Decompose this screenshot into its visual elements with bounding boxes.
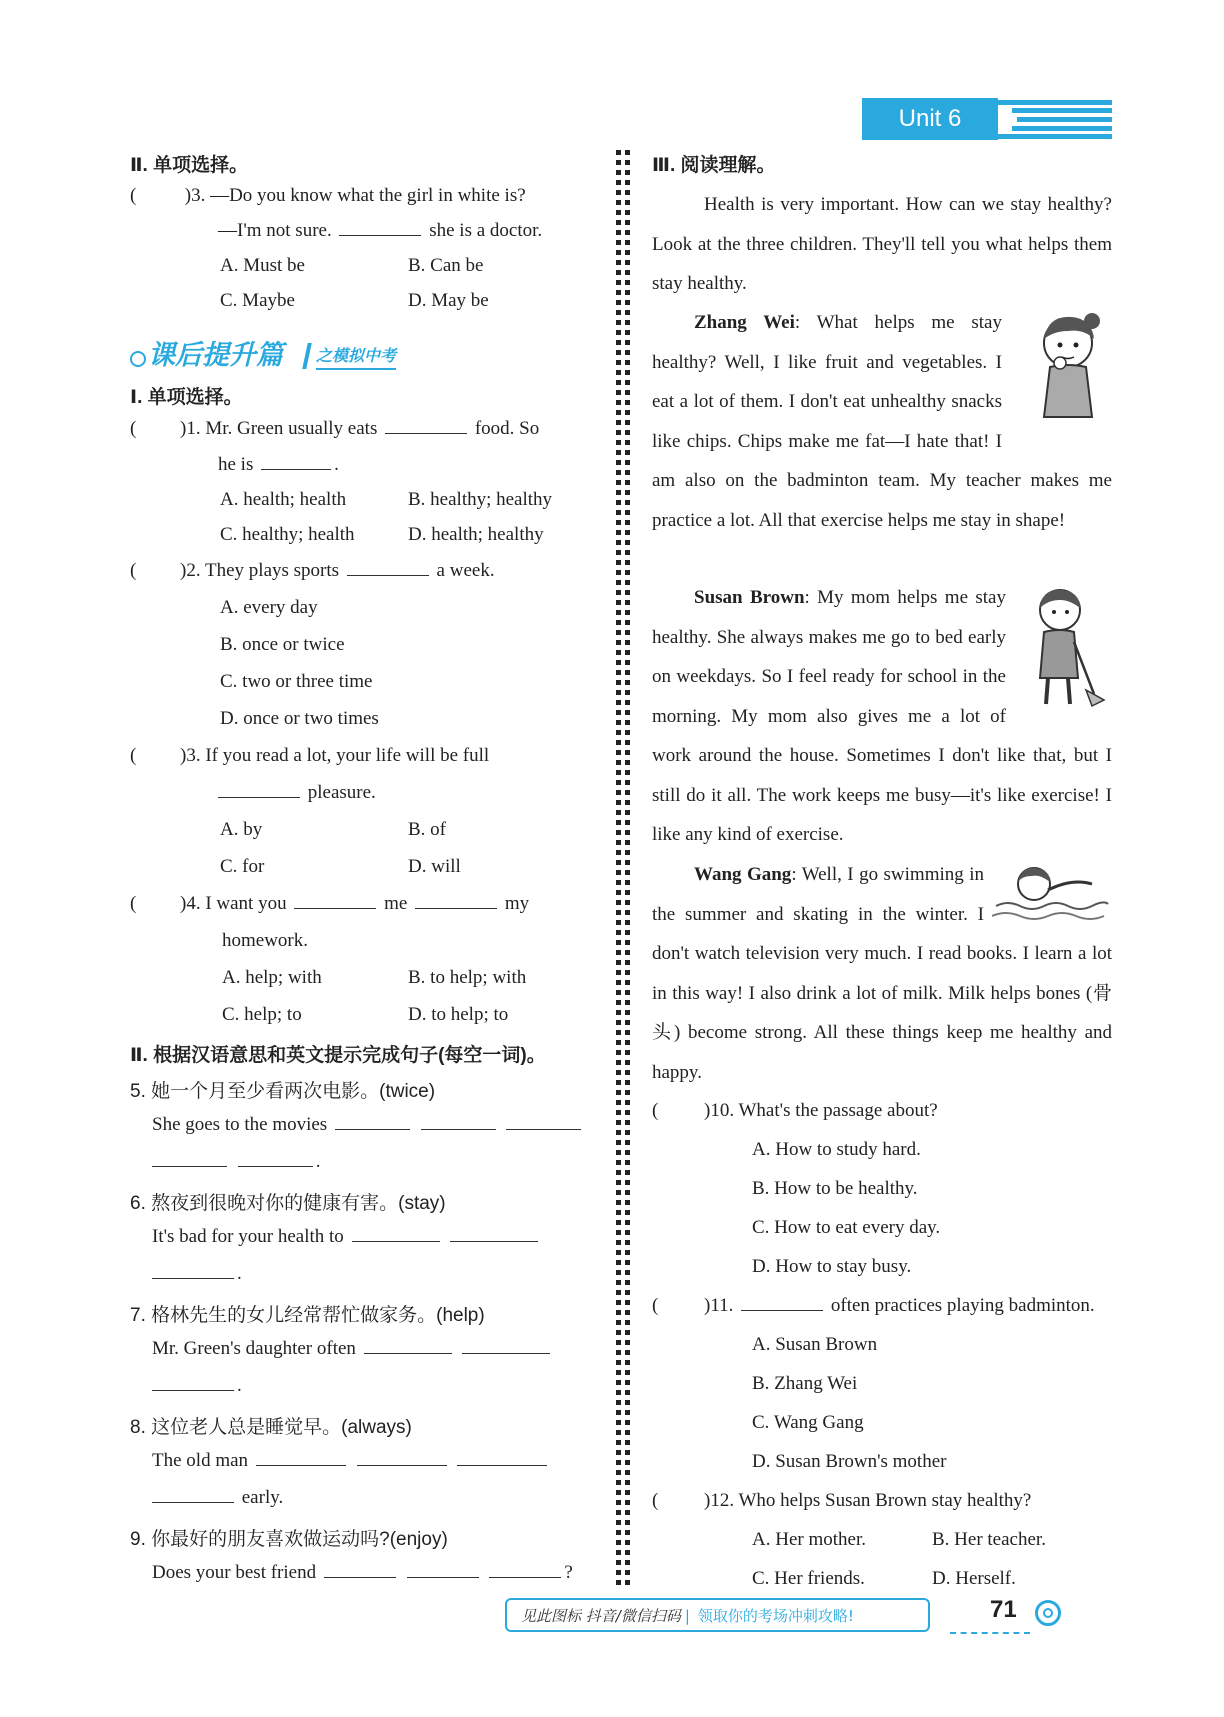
section-title: Ⅱ. 根据汉语意思和英文提示完成句子(每空一词)。: [130, 1045, 546, 1066]
question-10: ( )10. What's the passage about?: [652, 1100, 938, 1121]
answer-paren: (: [130, 185, 137, 206]
badge-circle-icon: [130, 351, 146, 367]
option-a[interactable]: A. Must be: [220, 255, 305, 276]
question-number: )2.: [180, 560, 201, 581]
option-c[interactable]: C. for: [220, 856, 265, 877]
sentence-text: She goes to the movies: [152, 1114, 328, 1135]
column-divider-gap: [621, 150, 625, 1590]
question-text: —I'm not sure.: [218, 220, 332, 241]
tab-stripe: [1012, 126, 1112, 131]
sentence-9: [152, 1562, 592, 1584]
answer-blank[interactable]: [450, 1240, 538, 1242]
unit-label: Unit 6: [862, 98, 998, 140]
answer-blank[interactable]: [421, 1128, 496, 1130]
girl-sweeping-illustration: [1030, 582, 1110, 710]
tab-stripe: [998, 134, 1112, 139]
answer-blank[interactable]: [218, 796, 300, 798]
sentence-text: .: [237, 1375, 242, 1396]
tab-stripe: [1012, 108, 1112, 113]
option-c[interactable]: C. Maybe: [220, 290, 295, 311]
answer-blank[interactable]: [324, 1576, 396, 1578]
girl-thinking-illustration: [1028, 305, 1108, 423]
answer-blank[interactable]: [364, 1352, 452, 1354]
tab-stripe: [1017, 117, 1112, 122]
option-d[interactable]: D. Herself.: [932, 1568, 1016, 1589]
answer-blank[interactable]: [339, 234, 421, 236]
question-1: ( )1. Mr. Green usually eats food. So: [130, 418, 540, 439]
question-2: ( )2. They plays sports a week.: [130, 560, 495, 581]
question-11: ( )11. often practices playing badminton.: [652, 1295, 1095, 1316]
footer-dash-line: [950, 1632, 1030, 1634]
speaker-name: Wang Gang: [694, 864, 792, 885]
option-d[interactable]: D. once or two times: [220, 708, 379, 729]
question-number: )3.: [184, 185, 206, 206]
sentence-text: The old man: [152, 1450, 249, 1471]
option-a[interactable]: A. Susan Brown: [752, 1334, 878, 1355]
question-3: ( )3. If you read a lot, your life will be full: [130, 745, 490, 766]
question-text: Who helps Susan Brown stay healthy?: [738, 1490, 1032, 1511]
unit-tab: [862, 98, 1112, 140]
question-text: he is: [218, 454, 254, 475]
option-d[interactable]: D. How to stay busy.: [752, 1256, 912, 1277]
question-text: me: [384, 893, 408, 914]
answer-blank[interactable]: [489, 1576, 561, 1578]
section-badge: [130, 333, 430, 369]
sentence-8-chinese: 8. 这位老人总是睡觉早。(always): [130, 1417, 412, 1438]
sentence-5-line2: [152, 1151, 321, 1173]
option-b[interactable]: B. once or twice: [220, 634, 345, 655]
answer-blank[interactable]: [294, 907, 376, 909]
badge-title: 课后提升篇: [148, 340, 283, 371]
sentence-9-chinese: 9. 你最好的朋友喜欢做运动吗?(enjoy): [130, 1529, 448, 1550]
sentence-text: .: [315, 1151, 321, 1172]
question-text: What's the passage about?: [738, 1100, 938, 1121]
passage-intro: Health is very important. How can we stay healthy? Look at the three children. They'll tell you what helps them stay healthy.: [652, 194, 1112, 294]
question-4: ( )4. I want you me my: [130, 893, 530, 914]
section-title: Ⅲ. 阅读理解。: [652, 155, 776, 176]
sentence-text: Does your best friend: [152, 1562, 317, 1583]
speaker-name: Susan Brown: [694, 587, 805, 608]
sentence-6: [152, 1226, 592, 1248]
question-text: Mr. Green usually eats: [205, 418, 378, 439]
question-text: —Do you know what the girl in white is?: [210, 185, 526, 206]
question-3-line2: [218, 782, 376, 804]
badge-subtitle: 之模拟中考: [316, 343, 396, 370]
option-c[interactable]: C. two or three time: [220, 671, 373, 692]
option-c[interactable]: C. help; to: [222, 1004, 302, 1025]
question-text: pleasure.: [307, 782, 376, 803]
option-c[interactable]: C. Her friends.: [752, 1568, 865, 1589]
option-b[interactable]: B. healthy; healthy: [408, 489, 553, 510]
sentence-5: [152, 1114, 592, 1136]
sentence-8-line2: [152, 1487, 283, 1509]
speaker-text: : My mom helps me stay healthy. She always makes me go to bed early on weekdays. So I feel ready for school in the morning. My mom also gives me a lot of work around the house. Sometimes I don't like that, but I still do it all. The work keeps me busy—it's like exercise! I like any kind of exercise.: [652, 587, 1112, 845]
answer-blank[interactable]: [506, 1128, 581, 1130]
question-number: )4.: [180, 893, 201, 914]
question-3a-line2: [218, 220, 598, 242]
option-b[interactable]: B. Her teacher.: [932, 1529, 1046, 1550]
question-number: )10.: [704, 1100, 735, 1121]
sentence-text: It's bad for your health to: [152, 1226, 344, 1247]
answer-blank[interactable]: [238, 1165, 313, 1167]
question-text: If you read a lot, your life will be full: [205, 745, 490, 766]
boy-swimming-illustration: [992, 860, 1110, 926]
sentence-text: .: [237, 1263, 242, 1284]
option-d[interactable]: D. Susan Brown's mother: [752, 1451, 947, 1472]
question-number: )12.: [704, 1490, 735, 1511]
question-text: food. So: [474, 418, 540, 439]
question-text: often practices playing badminton.: [830, 1295, 1095, 1316]
sentence-7-line2: [152, 1375, 242, 1397]
answer-blank[interactable]: [256, 1464, 346, 1466]
answer-blank[interactable]: [152, 1277, 234, 1279]
option-a[interactable]: A. How to study hard.: [752, 1139, 921, 1160]
option-c[interactable]: C. Wang Gang: [752, 1412, 864, 1433]
section-title: Ⅱ. 单项选择。: [130, 155, 249, 176]
question-text: my: [504, 893, 530, 914]
answer-blank[interactable]: [335, 1128, 410, 1130]
sentence-8: [152, 1450, 592, 1472]
option-c[interactable]: C. How to eat every day.: [752, 1217, 941, 1238]
tab-stripe: [998, 100, 1112, 105]
option-d[interactable]: D. to help; to: [408, 1004, 509, 1025]
sentence-text: early.: [241, 1487, 284, 1508]
sentence-6-chinese: 6. 熬夜到很晚对你的健康有害。(stay): [130, 1193, 446, 1214]
speaker-name: Zhang Wei: [694, 312, 795, 333]
answer-blank[interactable]: [152, 1165, 227, 1167]
footer-scan-text: 见此图标 抖音/微信扫码: [521, 1607, 681, 1625]
sentence-text: ?: [564, 1562, 573, 1583]
answer-blank[interactable]: [352, 1240, 440, 1242]
question-text: I want you: [205, 893, 287, 914]
question-text: a week.: [436, 560, 495, 581]
sentence-7: [152, 1338, 592, 1360]
option-a[interactable]: A. health; health: [220, 489, 347, 510]
option-b[interactable]: B. Zhang Wei: [752, 1373, 858, 1394]
answer-blank[interactable]: [457, 1464, 547, 1466]
question-number: )11.: [704, 1295, 734, 1316]
question-number: )3.: [180, 745, 201, 766]
speaker-text: : What helps me stay healthy? Well, I like fruit and vegetables. I eat a lot of them. I don't eat unhealthy snacks like chips. Chips make me fat—I hate that! I am also on the badminton team. My teacher makes me practice a lot. All that exercise helps me stay in shape!: [652, 312, 1112, 531]
sentence-7-chinese: 7. 格林先生的女儿经常帮忙做家务。(help): [130, 1305, 485, 1326]
speaker-text: : Well, I go swimming in the summer and skating in the winter. I don't watch television very much. I read books. I learn a lot in this way! I also drink a lot of milk. Milk helps bones (骨头) become strong. All these things keep me healthy and happy.: [652, 864, 1112, 1083]
sentence-text: Mr. Green's daughter often: [152, 1338, 356, 1359]
option-a[interactable]: A. help; with: [222, 967, 322, 988]
question-text: They plays sports: [205, 560, 340, 581]
option-d[interactable]: D. will: [408, 856, 461, 877]
badge-bar: [302, 343, 312, 369]
footer-cta-text: 领取你的考场冲刺攻略!: [697, 1607, 854, 1625]
question-text: she is a doctor.: [429, 220, 543, 241]
option-b[interactable]: B. of: [408, 819, 446, 840]
option-d[interactable]: D. health; healthy: [408, 524, 544, 545]
option-a[interactable]: A. by: [220, 819, 263, 840]
page-number: 71: [990, 1596, 1017, 1623]
option-a[interactable]: A. every day: [220, 597, 318, 618]
answer-blank[interactable]: [462, 1352, 550, 1354]
sentence-6-line2: [152, 1263, 242, 1285]
option-b[interactable]: B. Can be: [408, 255, 484, 276]
question-12: ( )12. Who helps Susan Brown stay healthy?: [652, 1490, 1032, 1511]
answer-blank[interactable]: [261, 468, 331, 470]
question-text: .: [334, 454, 339, 475]
answer-blank[interactable]: [385, 432, 467, 434]
option-b[interactable]: B. to help; with: [408, 967, 527, 988]
question-1-line2: [218, 454, 339, 476]
answer-blank[interactable]: [152, 1501, 234, 1503]
target-circle-icon: [1035, 1600, 1061, 1626]
question-3a: [130, 185, 590, 207]
option-a[interactable]: A. Her mother.: [752, 1529, 866, 1550]
answer-blank[interactable]: [152, 1389, 234, 1391]
section-title: Ⅰ. 单项选择。: [130, 387, 243, 408]
answer-blank[interactable]: [347, 574, 429, 576]
footer-banner[interactable]: 见此图标 抖音/微信扫码 | 领取你的考场冲刺攻略!: [505, 1598, 930, 1632]
question-4-line2: homework.: [222, 930, 309, 951]
option-b[interactable]: B. How to be healthy.: [752, 1178, 918, 1199]
answer-blank[interactable]: [357, 1464, 447, 1466]
option-d[interactable]: D. May be: [408, 290, 489, 311]
answer-blank[interactable]: [407, 1576, 479, 1578]
answer-blank[interactable]: [741, 1309, 823, 1311]
sentence-5-chinese: 5. 她一个月至少看两次电影。(twice): [130, 1081, 436, 1102]
answer-blank[interactable]: [415, 907, 497, 909]
option-c[interactable]: C. healthy; health: [220, 524, 355, 545]
question-number: )1.: [180, 418, 201, 439]
